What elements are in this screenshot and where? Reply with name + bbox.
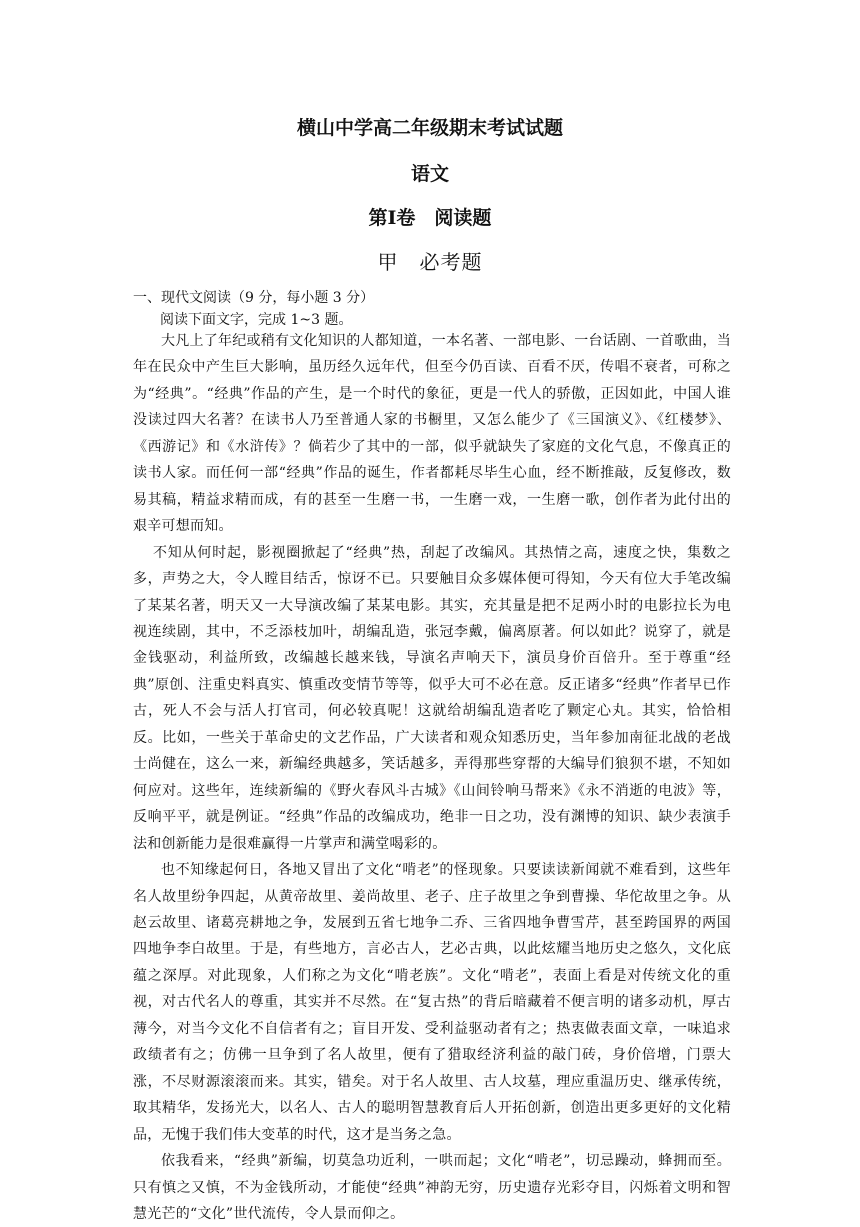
volume-title: 第Ⅰ卷 阅读题 (368, 207, 492, 229)
reading-passage (133, 328, 731, 1227)
passage-paragraph-2: 不知从何时起，影视圈掀起了“经典”热，刮起了改编风。其热情之高，速度之快，集数之多，声势之大，令人瞠目结舌，惊讶不已。只要触目众多媒体便可得知，今天有位大手笔改编了某某名著，明天又一大导演改编了某某电影。其实，充其量是把不足两小时的电影拉长为电视连续剧，其中，不乏添枝加叶，胡编乱造，张冠李戴，偏离原著。何以如此？说穿了，就是金钱驱动，利益所致，改编越长越来钱，导演名声响天下，演员身价百倍升。至于尊重“经典”原创、注重史料真实、慎重改变情节等等，似乎大可不必在意。反正诸多“经典”作者早已作古，死人不会与活人打官司，何必较真呢！这就给胡编乱造者吃了颗定心丸。其实，恰恰相反。比如，一些关于革命史的文艺作品，广大读者和观众知悉历史，当年参加南征北战的老战士尚健在，这么一来，新编经典越多，笑话越多，弄得那些穿帮的大编导们狼狈不堪，不知如何应对。这些年，连续新编的《野火春风斗古城》《山间铃响马帮来》《永不消逝的电波》等，反响平平，就是例证。“经典”作品的改编成功，绝非一日之功，没有渊博的知识、缺少表演手法和创新能力是很难赢得一片掌声和满堂喝彩的。 (133, 544, 731, 852)
part-title: 甲 必考题 (377, 250, 483, 274)
passage-paragraph-1: 大凡上了年纪或稍有文化知识的人都知道，一本名著、一部电影、一台话剧、一首歌曲，当年在民众中产生巨大影响，虽历经久远年代，但至今仍百读、百看不厌，传唱不衰者，可称之为“经典”。“经典”作品的产生，是一个时代的象征，更是一代人的骄傲，正因如此，中国人谁没读过四大名著？在读书人乃至普通人家的书橱里，又怎么能少了《三国演义》、《红楼梦》、《西游记》和《水浒传》？倘若少了其中的一部，似乎就缺失了家庭的文化气息，不像真正的读书人家。而任何一部“经典”作品的诞生，作者都耗尽毕生心血，经不断推敲，反复修改，数易其稿，精益求精而成，有的甚至一生磨一书，一生磨一戏，一生磨一歌，创作者为此付出的艰辛可想而知。 (133, 333, 731, 535)
passage-paragraph-4: 依我看来，“经典”新编，切莫急功近利，一哄而起；文化“啃老”，切忌躁动，蜂拥而至。只有慎之又慎，不为金钱所动，才能使“经典”神韵无穷，历史遗存光彩夺目，闪烁着文明和智慧光芒的“文化”世代流传，令人景而仰之。 (133, 1153, 731, 1222)
reading-instruction: 阅读下面文字，完成 1~3 题。 (160, 312, 353, 328)
passage-paragraph-3: 也不知缘起何日，各地又冒出了文化“啃老”的怪现象。只要读读新闻就不难看到，这些年名人故里纷争四起，从黄帝故里、姜尚故里、老子、庄子故里之争到曹操、华佗故里之争。从赵云故里、诸葛亮耕地之争，发展到五省七地争二乔、三省四地争曹雪芹，甚至跨国界的两国四地争李白故里。于是，有些地方，言必古人，艺必古典，以此炫耀当地历史之悠久，文化底蕴之深厚。对此现象，人们称之为文化“啃老族”。文化“啃老”，表面上看是对传统文化的重视，对古代名人的尊重，其实并不尽然。在“复古热”的背后暗藏着不便言明的诸多动机，厚古薄今，对当今文化不自信者有之；盲目开发、受利益驱动者有之；热衷做表面文章，一味追求政绩者有之；仿佛一旦争到了名人故里，便有了猎取经济利益的敲门砖，身价倍增，门票大涨，不尽财源滚滚而来。其实，错矣。对于名人故里、古人坟墓，理应重温历史、继承传统，取其精华，发扬光大，以名人、古人的聪明智慧教育后人开拓创新，创造出更多更好的文化精品，无愧于我们伟大变革的时代，这才是当务之急。 (133, 862, 731, 1143)
exam-title: 横山中学高二年级期末考试试题 (296, 117, 563, 139)
subject-title: 语文 (410, 163, 449, 185)
section-heading: 一、现代文阅读（9 分，每小题 3 分） (133, 290, 375, 306)
